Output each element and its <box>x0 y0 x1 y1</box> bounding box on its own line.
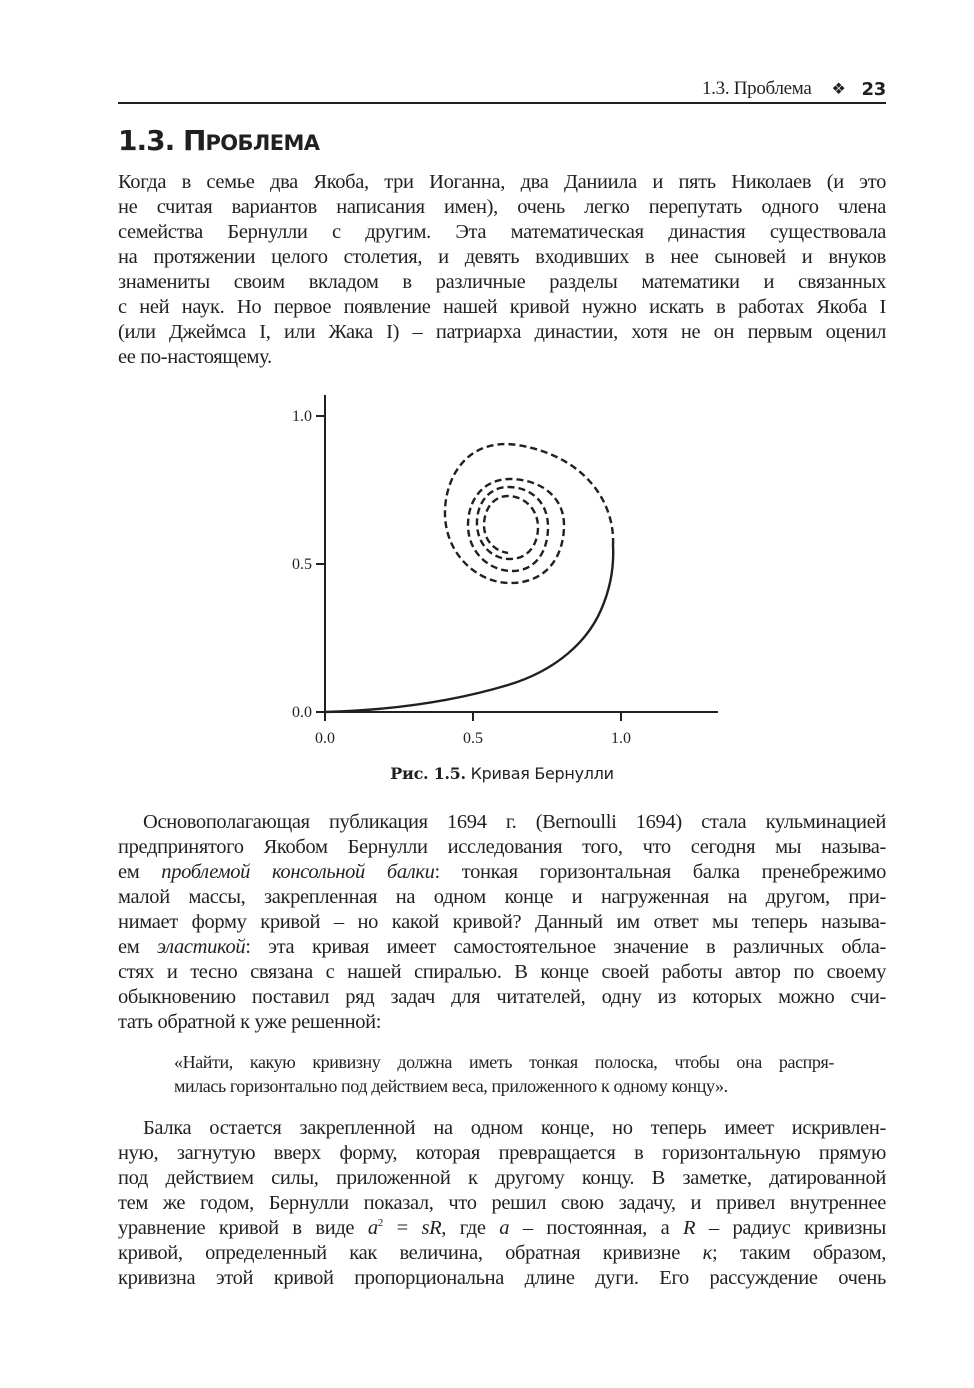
text-line: тем же годом, Бернулли показал, что решил свою задачу, и привел внутреннее <box>118 1192 886 1214</box>
text-line: ее по-настоящему. <box>118 346 272 368</box>
text-line: кривизна этой кривой пропорциональна длине дуги. Его рассуждение очень <box>118 1267 886 1289</box>
math-var: R <box>683 1217 696 1239</box>
x-tick-label: 0.0 <box>315 730 335 747</box>
quote-line: «Найти, какую кривизну должна иметь тонкая полоска, чтобы она распря- <box>174 1052 834 1072</box>
text-line: ную, загнутую вверх форму, которая превращается в горизонтальную прямую <box>118 1142 886 1164</box>
text-span: = <box>382 1217 422 1239</box>
math-exponent: 2 <box>377 1217 383 1230</box>
math-var: a <box>499 1217 510 1239</box>
text-span: : тонкая горизонтальная балка пренебрежимо <box>434 861 886 883</box>
text-line <box>118 1241 886 1266</box>
text-line: предпринятого Якобом Бернулли исследования того, что сегодня мы называ- <box>118 836 886 858</box>
equation-line <box>118 1216 886 1241</box>
spiral-dashed-curve <box>445 444 613 583</box>
header-rule <box>118 102 886 104</box>
y-tick-label: 0.0 <box>292 704 312 721</box>
math-var: sR <box>421 1217 442 1239</box>
text-line: под действием силы, приложенной к другому концу. В заметке, датированной <box>118 1167 886 1189</box>
text-line: Основополагающая публикация 1694 г. (Bernoulli 1694) стала кульминацией <box>143 811 887 833</box>
text-span: ем <box>118 936 157 958</box>
quote-line: милась горизонтально под действием веса, приложенного к одному концу». <box>174 1076 728 1096</box>
figure-caption <box>118 764 886 783</box>
section-title-rest: РОБЛЕМА <box>205 131 320 155</box>
x-tick-label: 0.5 <box>463 730 483 747</box>
text-span: кривой, определенный как величина, обратная кривизне <box>118 1242 703 1264</box>
text-line: (или Джеймса I, или Жака I) – патриарха династии, хотя не он первым оценил <box>118 321 886 343</box>
text-span: – радиус кривизны <box>695 1217 886 1239</box>
caption-label: Рис. 1.5. <box>390 764 466 783</box>
text-line: на протяжении целого столетия, и девять входивших в нее сыновей и внуков <box>118 246 886 268</box>
text-span: ; таким образом, <box>712 1242 886 1264</box>
text-line: Когда в семье два Якоба, три Иоганна, два Даниила и пять Николаев (и это <box>118 171 886 193</box>
block-quote <box>174 1050 834 1098</box>
italic-term: эластикой <box>157 936 246 958</box>
bernoulli-spiral-chart <box>118 395 886 765</box>
paragraph-publication <box>118 810 886 1035</box>
paragraph-intro <box>118 170 886 370</box>
page-number: 23 <box>861 78 886 100</box>
section-number: 1.3. <box>118 124 175 157</box>
text-line <box>118 935 886 960</box>
section-heading <box>118 124 319 157</box>
text-line: с ней наук. Но первое появление нашей кривой нужно искать в работах Якоба I <box>118 296 886 318</box>
text-line <box>118 860 886 885</box>
math-var: a <box>367 1217 378 1239</box>
text-line: нимает форму кривой – но какой кривой? Данный им ответ мы теперь называ- <box>118 911 886 933</box>
text-line: тать обратной к уже решенной: <box>118 1011 382 1033</box>
text-line: не считая вариантов написания имен), очень легко перепутать одного члена <box>118 196 886 218</box>
elastica-solid-curve <box>325 545 613 712</box>
section-title-initial: П <box>183 124 206 157</box>
text-span: , где <box>441 1217 500 1239</box>
y-tick-label: 1.0 <box>292 408 312 425</box>
text-line: малой массы, закрепленная на одном конце и нагруженная на другом, при- <box>118 886 886 908</box>
caption-text: Кривая Бернулли <box>470 764 614 783</box>
text-span: : эта кривая имеет самостоятельное значение в различных обла- <box>245 936 886 958</box>
y-tick-label: 0.5 <box>292 556 312 573</box>
running-header <box>702 76 886 102</box>
text-line: Балка остается закрепленной на одном конце, но теперь имеет искривлен- <box>143 1117 886 1139</box>
figure-bernoulli-curve <box>118 395 886 795</box>
paragraph-beam <box>118 1116 886 1291</box>
text-span: уравнение кривой в виде <box>118 1217 368 1239</box>
chart-axes <box>316 395 718 721</box>
text-line: семейства Бернулли с другим. Эта математическая династия существовала <box>118 221 886 243</box>
text-span: ем <box>118 861 162 883</box>
fleuron-ornament-icon: ❖ <box>831 81 846 98</box>
math-var: κ <box>702 1242 712 1264</box>
x-tick-label: 1.0 <box>611 730 631 747</box>
running-title: 1.3. Проблема <box>701 78 812 99</box>
italic-term: проблемой консольной балки <box>161 861 435 883</box>
text-span: – постоянная, а <box>509 1217 684 1239</box>
text-line: стях и тесно связана с нашей спиралью. В конце своей работы автор по своему <box>118 961 886 983</box>
text-line: обыкновению поставил ряд задач для читателей, одну из которых можно счи- <box>118 986 886 1008</box>
text-line: знамениты своим вкладом в различные разделы математики и связанных <box>118 271 886 293</box>
